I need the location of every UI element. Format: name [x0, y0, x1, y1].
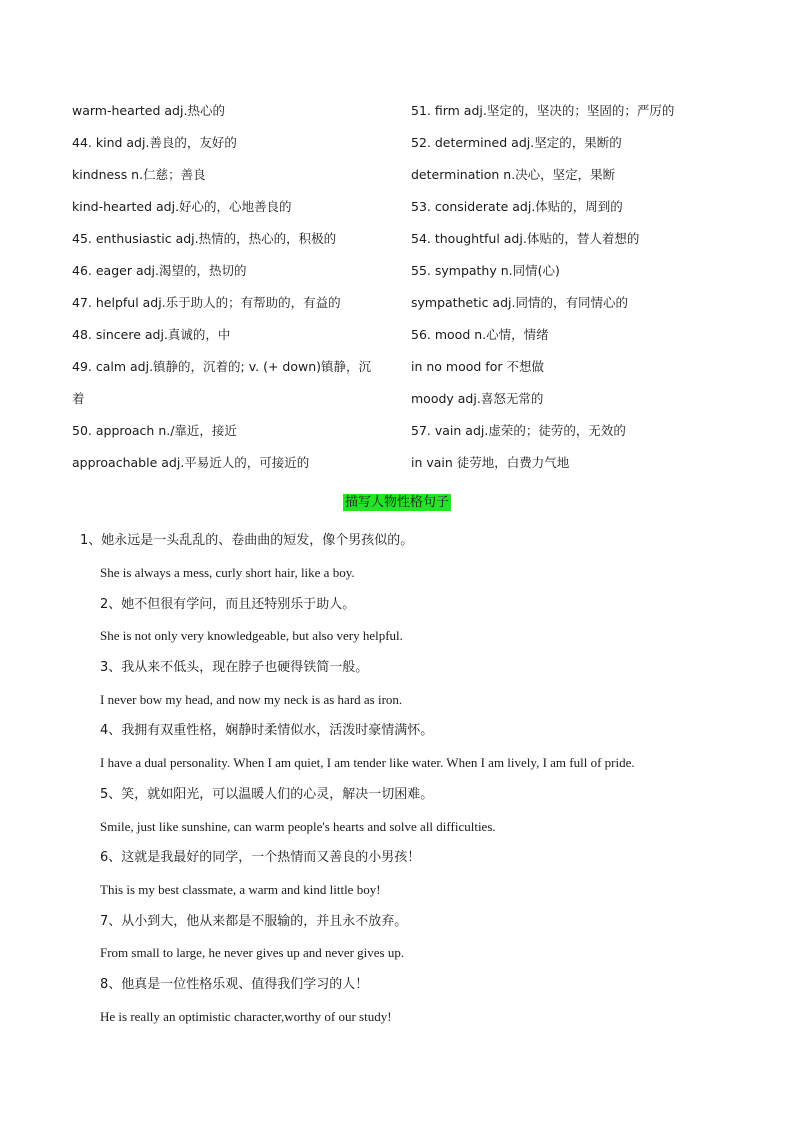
vocab-entry: moody adj.喜怒无常的: [411, 391, 544, 406]
sentence-chinese: 8、他真是一位性格乐观、值得我们学习的人！: [100, 977, 369, 992]
sentence-english: Smile, just like sunshine, can warm people's hearts and solve all difficulties.: [100, 819, 496, 834]
vocab-entry: warm-hearted adj.热心的: [72, 103, 225, 118]
vocab-entry: 50. approach n./靠近，接近: [72, 423, 237, 438]
sentence-english: I have a dual personality. When I am quiet, I am tender like water. When I am lively, I am full of pride.: [100, 755, 635, 770]
vocab-entry: determination n.决心，坚定，果断: [411, 167, 616, 182]
vocab-column-right: [411, 95, 731, 479]
sentence-chinese: 3、我从来不低头，现在脖子也硬得铁简一般。: [100, 660, 369, 675]
vocab-entry: 49. calm adj.镇静的，沉着的; v. (+ down)镇静，沉: [72, 359, 372, 374]
sentence-chinese: 4、我拥有双重性格，娴静时柔情似水，活泼时豪情满怀。: [100, 723, 434, 738]
vocab-column-left: [72, 95, 392, 479]
vocab-entry: 48. sincere adj.真诚的，中: [72, 327, 231, 342]
vocab-entry: 55. sympathy n.同情(心): [411, 263, 560, 278]
vocab-entry: 着: [72, 391, 85, 406]
vocabulary-list: [0, 95, 794, 485]
sentence-english: This is my best classmate, a warm and kind little boy!: [100, 882, 381, 897]
vocab-entry: 45. enthusiastic adj.热情的，热心的，积极的: [72, 231, 337, 246]
sentence-chinese: 5、笑，就如阳光，可以温暖人们的心灵，解决一切困难。: [100, 787, 434, 802]
vocab-entry: 52. determined adj.坚定的，果断的: [411, 135, 622, 150]
vocab-entry: 57. vain adj.虚荣的；徒劳的，无效的: [411, 423, 626, 438]
sentence-english: She is always a mess, curly short hair, like a boy.: [100, 565, 355, 580]
sentence-chinese: 6、这就是我最好的同学，一个热情而又善良的小男孩！: [100, 850, 421, 865]
vocab-entry: kind-hearted adj.好心的，心地善良的: [72, 199, 292, 214]
vocab-entry: 54. thoughtful adj.体贴的，替人着想的: [411, 231, 640, 246]
vocab-entry: 44. kind adj.善良的，友好的: [72, 135, 237, 150]
sentence-english: I never bow my head, and now my neck is as hard as iron.: [100, 692, 403, 707]
section-heading: [0, 493, 794, 513]
vocab-entry: approachable adj.平易近人的，可接近的: [72, 455, 310, 470]
sentence-english: From small to large, he never gives up and never gives up.: [100, 945, 405, 960]
sentence-chinese: 1、她永远是一头乱乱的、卷曲曲的短发，像个男孩似的。: [80, 533, 414, 548]
sentence-chinese: 7、从小到大，他从来都是不服输的，并且永不放弃。: [100, 914, 408, 929]
vocab-entry: 56. mood n.心情，情绪: [411, 327, 549, 342]
vocab-entry: 53. considerate adj.体贴的，周到的: [411, 199, 623, 214]
sentence-english: She is not only very knowledgeable, but also very helpful.: [100, 628, 403, 643]
section-heading-label: 描写人物性格句子: [344, 495, 449, 510]
vocab-entry: 46. eager adj.渴望的，热切的: [72, 263, 247, 278]
vocab-entry: in no mood for 不想做: [411, 359, 544, 374]
sentence-chinese: 2、她不但很有学问，而且还特别乐于助人。: [100, 597, 356, 612]
vocab-entry: in vain 徒劳地，白费力气地: [411, 455, 570, 470]
sentence-english: He is really an optimistic character,worthy of our study!: [100, 1009, 392, 1024]
vocab-entry: sympathetic adj.同情的，有同情心的: [411, 295, 628, 310]
vocab-entry: 47. helpful adj.乐于助人的；有帮助的，有益的: [72, 295, 341, 310]
vocab-entry: kindness n.仁慈；善良: [72, 167, 206, 182]
vocab-entry: 51. firm adj.坚定的，坚决的；坚固的；严厉的: [411, 103, 675, 118]
